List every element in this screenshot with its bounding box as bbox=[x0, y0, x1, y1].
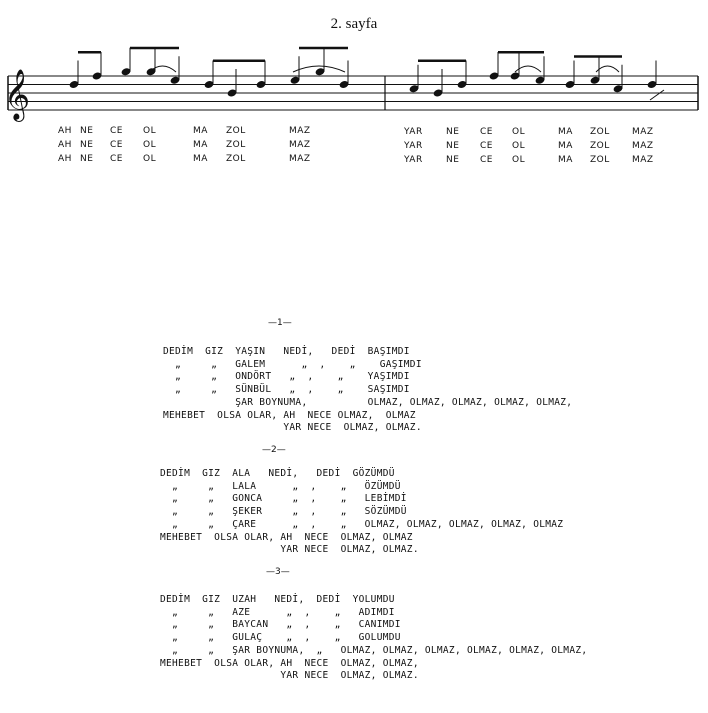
lyric-syllable: MAZ bbox=[289, 126, 311, 136]
verse-number: —2— bbox=[262, 445, 286, 455]
lyric-syllable: MAZ bbox=[632, 155, 654, 165]
lyric-syllable: NE bbox=[446, 141, 460, 151]
lyric-syllable: MAZ bbox=[632, 127, 654, 137]
lyric-syllable: MAZ bbox=[289, 154, 311, 164]
verse-line: „ „ ŞEKER „ , „ SÖZÜMDÜ bbox=[160, 506, 407, 518]
lyric-syllable: NE bbox=[80, 154, 94, 164]
lyric-syllable: OL bbox=[143, 140, 157, 150]
lyric-syllable: OL bbox=[143, 154, 157, 164]
lyric-syllable: CE bbox=[480, 141, 493, 151]
tie bbox=[650, 90, 664, 100]
verse-line: „ „ SÜNBÜL „ , „ SAŞIMDI bbox=[163, 384, 410, 396]
lyric-syllable: YAR bbox=[404, 155, 423, 165]
verse-line: MEHEBET OLSA OLAR, AH NECE OLMAZ, OLMAZ bbox=[163, 409, 416, 421]
verse-line: „ „ LALA „ , „ ÖZÜMDÜ bbox=[160, 480, 401, 492]
lyric-syllable: AH bbox=[58, 154, 72, 164]
lyric-syllable: CE bbox=[110, 126, 123, 136]
lyric-syllable: CE bbox=[110, 154, 123, 164]
treble-clef-icon: 𝄞 bbox=[4, 69, 31, 120]
lyric-syllable: MA bbox=[193, 140, 208, 150]
verse-line: ŞAR BOYNUMA, OLMAZ, OLMAZ, OLMAZ, OLMAZ, OLMAZ, bbox=[163, 396, 573, 408]
verse-line: DEDİM GIZ UZAH NEDİ, DEDİ YOLUMDU bbox=[160, 594, 395, 605]
verse-line: DEDİM GIZ YAŞIN NEDİ, DEDİ BAŞIMDI bbox=[163, 346, 410, 357]
beam bbox=[299, 47, 348, 50]
music-staff bbox=[0, 0, 708, 140]
lyric-syllable: MA bbox=[558, 155, 573, 165]
lyric-syllable: NE bbox=[80, 126, 94, 136]
lyric-syllable: OL bbox=[143, 126, 157, 136]
lyric-syllable: OL bbox=[512, 155, 526, 165]
lyric-syllable: ZOL bbox=[590, 141, 610, 151]
lyric-syllable: MA bbox=[558, 141, 573, 151]
beam bbox=[78, 51, 101, 54]
verse-line: „ „ BAYCAN „ , „ CANIMDI bbox=[160, 619, 401, 631]
verse-line: „ „ ŞAR BOYNUMA, „ OLMAZ, OLMAZ, OLMAZ, OLMAZ, OLMAZ, OLMAZ, bbox=[160, 644, 588, 656]
lyric-syllable: MA bbox=[193, 126, 208, 136]
verse-line: „ „ GONCA „ , „ LEBİMDİ bbox=[160, 493, 407, 505]
verse-line: MEHEBET OLSA OLAR, AH NECE OLMAZ, OLMAZ, bbox=[160, 657, 419, 669]
beam bbox=[130, 47, 179, 50]
page-title: 2. sayfa bbox=[330, 16, 378, 32]
verse-line: YAR NECE OLMAZ, OLMAZ. bbox=[160, 544, 419, 556]
lyric-syllable: YAR bbox=[404, 127, 423, 137]
lyric-syllable: CE bbox=[480, 155, 493, 165]
beam bbox=[213, 60, 265, 63]
verse-line: „ „ ONDÖRT „ , „ YAŞIMDI bbox=[163, 371, 410, 383]
lyric-syllable: ZOL bbox=[226, 140, 246, 150]
beam bbox=[574, 55, 622, 58]
verse-line: MEHEBET OLSA OLAR, AH NECE OLMAZ, OLMAZ bbox=[160, 531, 413, 543]
lyric-syllable: OL bbox=[512, 127, 526, 137]
verse-line: YAR NECE OLMAZ, OLMAZ. bbox=[160, 670, 419, 682]
verse-number: —1— bbox=[268, 318, 292, 328]
lyric-syllable: NE bbox=[446, 155, 460, 165]
lyric-syllable: ZOL bbox=[590, 155, 610, 165]
lyric-syllable: MAZ bbox=[289, 140, 311, 150]
lyric-syllable: OL bbox=[512, 141, 526, 151]
lyric-syllable: CE bbox=[110, 140, 123, 150]
lyric-syllable: MA bbox=[558, 127, 573, 137]
lyric-syllable: ZOL bbox=[226, 126, 246, 136]
lyric-syllable: ZOL bbox=[590, 127, 610, 137]
verse-number: —3— bbox=[266, 567, 290, 577]
lyric-syllable: NE bbox=[80, 140, 94, 150]
lyric-syllable: AH bbox=[58, 126, 72, 136]
lyric-syllable: MAZ bbox=[632, 141, 654, 151]
verse-line: „ „ ÇARE „ , „ OLMAZ, OLMAZ, OLMAZ, OLMAZ, OLMAZ bbox=[160, 518, 564, 530]
verse-line: „ „ GALEM „ , „ GAŞIMDI bbox=[163, 358, 422, 370]
lyric-syllable: AH bbox=[58, 140, 72, 150]
beam bbox=[418, 60, 466, 63]
verse-line: YAR NECE OLMAZ, OLMAZ. bbox=[163, 422, 422, 434]
lyric-syllable: CE bbox=[480, 127, 493, 137]
verse-line: „ „ GULAÇ „ , „ GOLUMDU bbox=[160, 632, 401, 644]
verse-line: DEDİM GIZ ALA NEDİ, DEDİ GÖZÜMDÜ bbox=[160, 468, 395, 479]
lyric-syllable: NE bbox=[446, 127, 460, 137]
lyric-syllable: ZOL bbox=[226, 154, 246, 164]
lyric-syllable: YAR bbox=[404, 141, 423, 151]
lyric-syllable: MA bbox=[193, 154, 208, 164]
verse-line: „ „ AZE „ , „ ADIMDI bbox=[160, 606, 395, 618]
beam bbox=[498, 51, 544, 54]
